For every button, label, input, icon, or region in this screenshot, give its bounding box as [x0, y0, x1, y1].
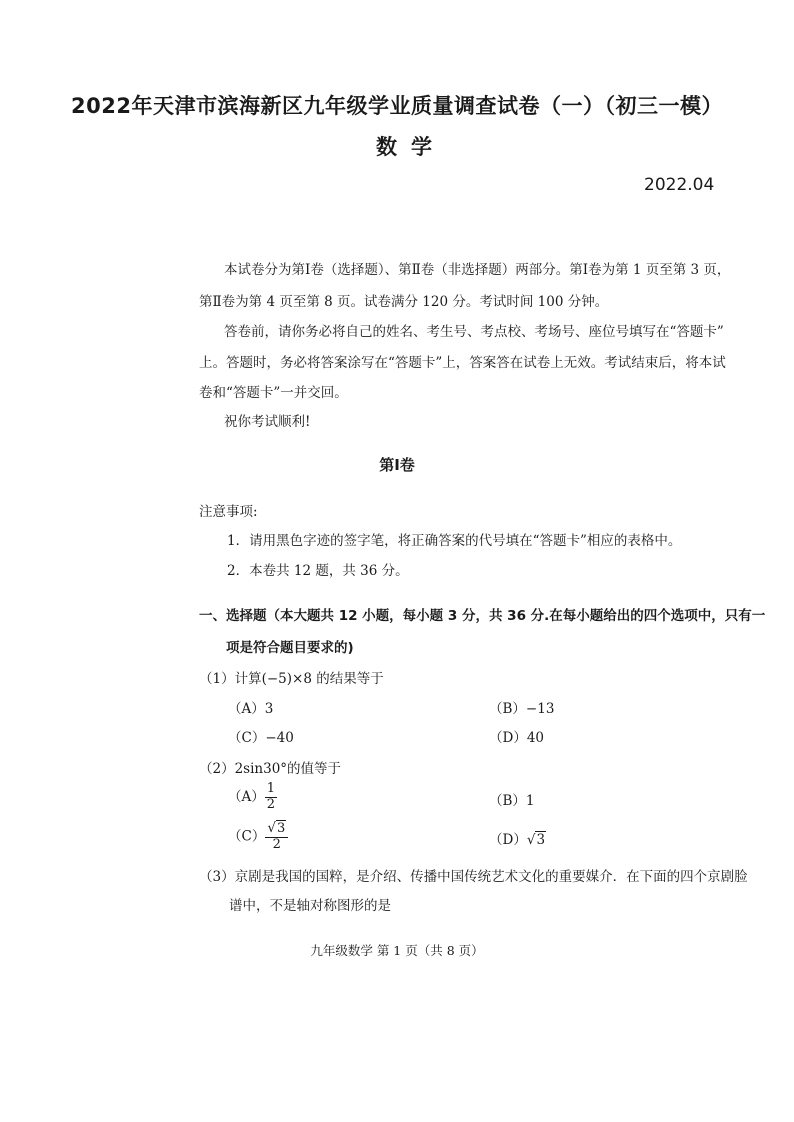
notice-label: 注意事项:	[199, 504, 258, 520]
question-3-stem-line-2: 谱中，不是轴对称图形的是	[229, 898, 391, 914]
fraction-root-three-over-two	[265, 821, 288, 853]
radicand: 3	[536, 832, 546, 848]
question-2-stem: （2）2sin30°的值等于	[199, 761, 342, 777]
page-footer: 九年级数学 第 1 页（共 8 页）	[310, 943, 484, 958]
page-title: 2022年天津市滨海新区九年级学业质量调查试卷（一）（初三一模）	[71, 94, 723, 118]
question-2-option-d	[489, 828, 546, 848]
intro-paragraph-1-line-2: 第Ⅱ卷为第 4 页至第 8 页。试卷满分 120 分。考试时间 100 分钟。	[199, 294, 609, 310]
question-2-option-a	[228, 782, 277, 813]
fraction-numerator: 1	[266, 781, 276, 796]
exam-date: 2022.04	[644, 175, 715, 195]
fraction-denominator: 2	[266, 796, 276, 812]
fraction-one-half	[265, 782, 277, 813]
option-c-label: （C）	[228, 828, 266, 845]
option-a-label: （A）	[228, 788, 265, 805]
question-1-option-c: （C）−40	[228, 730, 294, 746]
intro-good-luck: 祝你考试顺利!	[224, 414, 311, 430]
question-2-option-b: （B）1	[489, 793, 535, 809]
question-1-stem: （1）计算(−5)×8 的结果等于	[199, 671, 384, 687]
intro-paragraph-1-line-1: 本试卷分为第Ⅰ卷（选择题）、第Ⅱ卷（非选择题）两部分。第Ⅰ卷为第 1 页至第 3 页，	[224, 262, 731, 278]
option-d-label: （D）	[489, 832, 527, 848]
fraction-denominator: 2	[272, 836, 281, 852]
subject-title: 数学	[376, 135, 446, 159]
question-1-option-a: （A）3	[228, 701, 274, 717]
part-heading-line-2: 项是符合题目要求的)	[226, 640, 354, 656]
part-heading-line-1: 一、选择题（本大题共 12 小题，每小题 3 分，共 36 分.在每小题给出的四个选项中，只有一	[199, 608, 766, 624]
question-1-option-d: （D）40	[489, 730, 545, 746]
question-2-option-c	[228, 821, 288, 853]
fraction-numerator	[265, 821, 288, 838]
radical-sign: √	[267, 820, 276, 836]
intro-paragraph-2-line-1: 答卷前，请你务必将自己的姓名、考生号、考点校、考场号、座位号填写在“答题卡”	[224, 324, 724, 340]
question-1-option-b: （B）−13	[489, 701, 555, 717]
question-3-stem-line-1: （3）京剧是我国的国粹，是介绍、传播中国传统艺术文化的重要媒介．在下面的四个京剧脸	[199, 869, 748, 885]
intro-paragraph-2-line-2: 上。答题时，务必将答案涂写在“答题卡”上，答案答在试卷上无效。考试结束后，将本试	[199, 355, 726, 371]
notice-item-2: 2．本卷共 12 题，共 36 分。	[227, 563, 409, 579]
notice-item-1: 1．请用黑色字迹的签字笔，将正确答案的代号填在“答题卡”相应的表格中。	[227, 533, 682, 549]
radicand: 3	[276, 821, 286, 836]
radical-sign: √	[526, 832, 536, 848]
intro-paragraph-2-line-3: 卷和“答题卡”一并交回。	[199, 385, 348, 401]
section-heading: 第Ⅰ卷	[379, 456, 415, 474]
